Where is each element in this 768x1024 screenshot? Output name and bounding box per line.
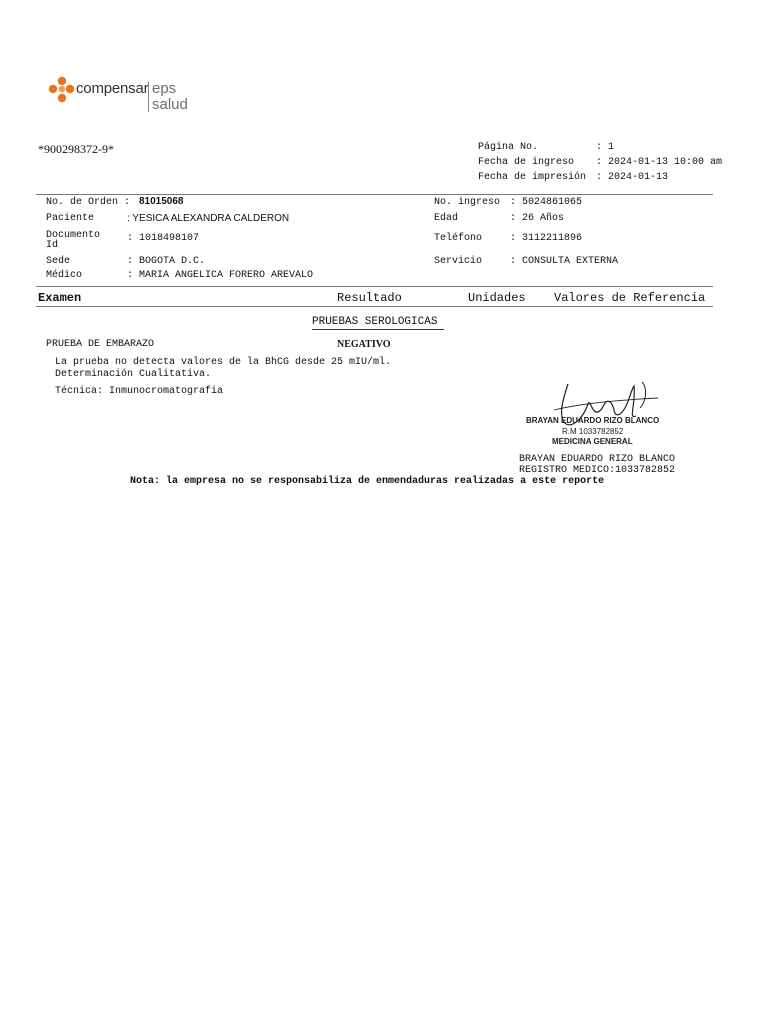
exam-name: PRUEBA DE EMBARAZO: [46, 339, 155, 350]
fecha-impresion-value: : 2024-01-13: [596, 172, 669, 183]
exam-result: NEGATIVO: [337, 339, 391, 350]
section-title: PRUEBAS SEROLOGICAS: [312, 316, 438, 328]
company-logo: [48, 74, 198, 114]
logo-divider: [148, 82, 149, 112]
paciente-value: : YESICA ALEXANDRA CALDERON: [127, 213, 290, 224]
orden-value: 81015068: [139, 196, 184, 207]
logo-eps-text: eps: [152, 80, 177, 97]
compensar-flower-icon: [48, 76, 76, 106]
col-valores-referencia: Valores de Referencia: [554, 291, 706, 305]
doctor-name: BRAYAN EDUARDO RIZO BLANCO: [519, 454, 676, 465]
exam-note-line1: La prueba no detecta valores de la BhCG desde 25 mIU/ml.: [55, 357, 392, 368]
documento-label-id: Id: [46, 240, 59, 251]
documento-label: Documento: [46, 230, 101, 241]
ingreso-value: : 5024861065: [510, 197, 583, 208]
col-resultado: Resultado: [337, 291, 402, 305]
paciente-label: Paciente: [46, 213, 95, 224]
edad-value: : 26 Años: [510, 213, 565, 224]
medico-value: : MARIA ANGELICA FORERO AREVALO: [127, 270, 314, 281]
ingreso-label: No. ingreso: [434, 197, 501, 208]
logo-salud-text: salud: [152, 96, 188, 113]
table-header-divider: [36, 306, 713, 307]
documento-value: : 1018498107: [127, 233, 200, 244]
exam-technique: Técnica: Inmunocromatografia: [55, 386, 224, 397]
sede-label: Sede: [46, 256, 71, 267]
exam-note-line2: Determinación Cualitativa.: [55, 369, 212, 380]
orden-label: No. de Orden :: [46, 197, 131, 208]
header-divider: [36, 194, 713, 195]
telefono-label: Teléfono: [434, 233, 483, 244]
doctor-signature-stamp: [518, 374, 678, 454]
fecha-ingreso-label: Fecha de ingreso: [478, 157, 575, 168]
stamp-name: BRAYAN EDUARDO RIZO BLANCO: [526, 416, 660, 425]
logo-brand-text: compensar: [76, 80, 149, 97]
section-underline: [312, 329, 444, 330]
col-examen: Examen: [38, 291, 82, 305]
nit-code: *900298372-9*: [38, 142, 114, 156]
stamp-rm: R.M 1033782852: [562, 427, 624, 436]
fecha-ingreso-value: : 2024-01-13 10:00 am: [596, 157, 723, 168]
edad-label: Edad: [434, 213, 459, 224]
fecha-impresion-label: Fecha de impresión: [478, 172, 587, 183]
telefono-value: : 3112211896: [510, 233, 583, 244]
patient-divider: [36, 286, 713, 287]
sede-value: : BOGOTA D.C.: [127, 256, 206, 267]
page-number-value: : 1: [596, 142, 615, 153]
page-number-label: Página No.: [478, 142, 539, 153]
col-unidades: Unidades: [468, 291, 526, 305]
stamp-role: MEDICINA GENERAL: [552, 437, 633, 446]
disclaimer-note: Nota: la empresa no se responsabiliza de enmendaduras realizadas a este reporte: [130, 476, 605, 487]
servicio-value: : CONSULTA EXTERNA: [510, 256, 619, 267]
servicio-label: Servicio: [434, 256, 483, 267]
doctor-registro: REGISTRO MEDICO:1033782852: [519, 465, 676, 476]
medico-label: Médico: [46, 270, 83, 281]
